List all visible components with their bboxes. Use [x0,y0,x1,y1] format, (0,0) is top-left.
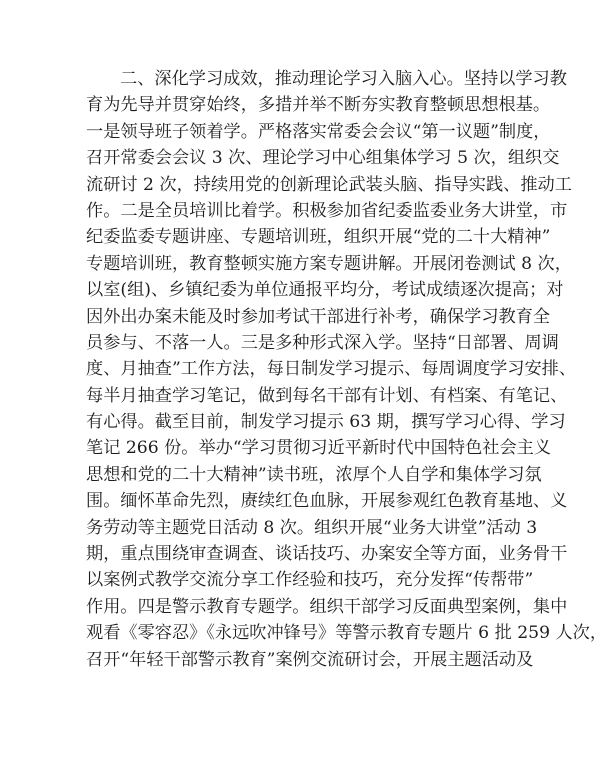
text-line: 思想和党的二十大精神”读书班，浓厚个人自学和集体学习氛 [86,464,542,485]
text-line: 因外出办案未能及时参加考试干部进行补考，确保学习教育全 [86,306,551,327]
text-line: 二、深化学习成效，推动理论学习入脑入心。坚持以学习教 [120,69,567,89]
text-line: 期，重点围绕审查调查、谈话技巧、办案安全等方面，业务骨干 [86,544,568,565]
text-line: 观看《零容忍》《永远吹冲锋号》等警示教育专题片 6 批 259 人次， [86,623,607,644]
text-line: 度、月抽查”工作方法，每日制发学习提示、每周调度学习安排、 [86,359,577,380]
text-line: 围。缅怀革命先烈，赓续红色血脉，开展参观红色教育基地、义 [86,491,568,512]
text-line: 专题培训班，教育整顿实施方案专题讲解。开展闭卷测试 8 次， [86,253,572,274]
text-line: 员参与、不落一人。三是多种形式深入学。坚持“日部署、周调 [86,332,559,353]
text-line: 笔记 266 份。举办“学习贯彻习近平新时代中国特色社会主义 [86,438,552,459]
text-line: 作用。四是警示教育专题学。组织干部学习反面典型案例，集中 [86,596,568,617]
text-line: 以室(组)、乡镇纪委为单位通报平均分，考试成绩逐次提高；对 [86,280,564,301]
text-line: 育为先导并贯穿始终，多措并举不断夯实教育整顿思想根基。 [86,95,551,116]
text-line: 召开“年轻干部警示教育”案例交流研讨会，开展主题活动及 [86,649,534,670]
text-line: 每半月抽查学习笔记，做到每名干部有计划、有档案、有笔记、 [86,385,568,406]
body-text [86,66,607,673]
text-line: 一是领导班子领着学。严格落实常委会会议“第一议题”制度， [86,121,551,142]
text-line: 作。二是全员培训比着学。积极参加省纪委监委业务大讲堂，市 [86,200,568,221]
text-line: 以案例式教学交流分享工作经验和技巧，充分发挥“传帮带” [86,570,534,591]
text-line: 纪委监委专题讲座、专题培训班，组织开展“党的二十大精神” [86,227,551,248]
text-line: 流研讨 2 次，持续用党的创新理论武装头脑、指导实践、推动工 [86,174,572,195]
text-line: 召开常委会会议 3 次、理论学习中心组集体学习 5 次，组织交 [86,148,560,169]
text-line: 务劳动等主题党日活动 8 次。组织开展“业务大讲堂”活动 3 [86,517,538,538]
text-line: 有心得。截至目前，制发学习提示 63 期，撰写学习心得、学习 [86,412,566,433]
